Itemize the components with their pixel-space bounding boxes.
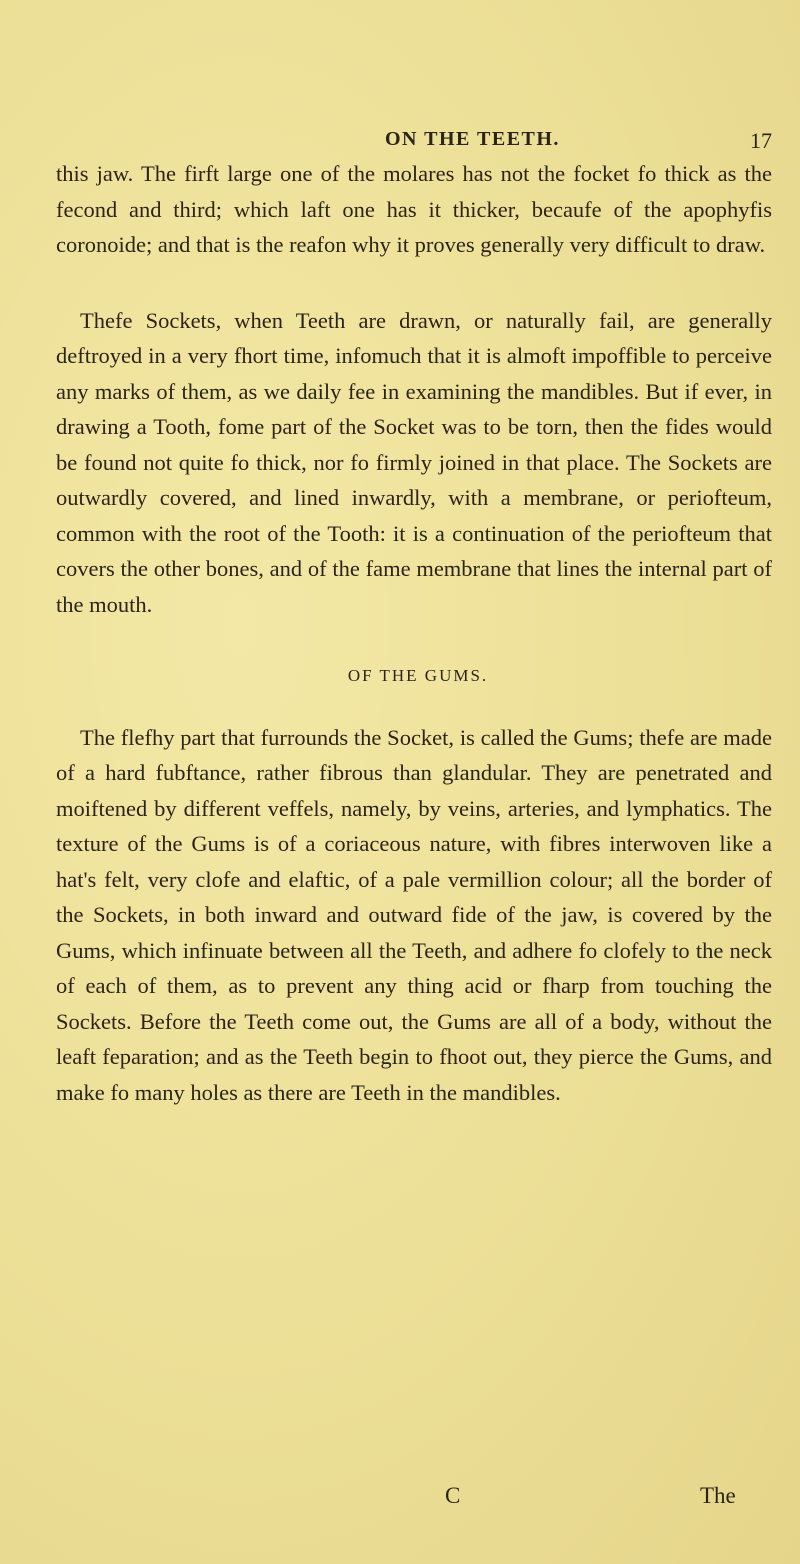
page-footer	[0, 1483, 800, 1523]
body-text	[56, 156, 772, 1110]
paragraph-sockets: Thefe Sockets, when Teeth are drawn, or naturally fail, are generally deftroyed in a very fhort time, infomuch that it is almoft impoffible to perceive any marks of them, as we daily fee in examining the mandibles. But if ever, in drawing a Tooth, fome part of the Socket was to be torn, then the fides would be found not quite fo thick, nor fo firmly joined in that place. The Sockets are outwardly covered, and lined inwardly, with a membrane, or periofteum, common with the root of the Tooth: it is a continuation of the periofteum that covers the other bones, and of the fame membrane that lines the internal part of the mouth.	[56, 307, 772, 617]
running-title: ON THE TEETH.	[385, 128, 560, 150]
page-number: 17	[750, 128, 772, 153]
section-heading: OF THE GUMS.	[347, 666, 489, 685]
paragraph-gap	[56, 263, 772, 303]
signature-mark: C	[445, 1483, 461, 1508]
running-head	[0, 128, 800, 158]
paragraph-continuation: this jaw. The firft large one of the molares has not the focket fo thick as the fecond and third; which laft one has it thicker, becaufe of the apophyfis coronoide; and that is the reafon why it proves generally very difficult to draw.	[56, 161, 772, 257]
paragraph-gums: The flefhy part that furrounds the Socket, is called the Gums; thefe are made of a hard fubftance, rather fibrous than glandular. They are penetrated and moiftened by different veffels, namely, by veins, arteries, and lymphatics. The texture of the Gums is of a coriaceous nature, with fibres interwoven like a hat's felt, very clofe and elaftic, of a pale vermillion colour; all the border of the Sockets, in both inward and outward fide of the jaw, is covered by the Gums, which infinuate between all the Teeth, and adhere fo clofely to the neck of each of them, as to prevent any thing acid or fharp from touching the Sockets. Before the Teeth come out, the Gums are all of a body, without the leaft feparation; and as the Teeth begin to fhoot out, they pierce the Gums, and make fo many holes as there are Teeth in the mandibles.	[56, 724, 772, 1105]
catchword: The	[700, 1483, 736, 1508]
